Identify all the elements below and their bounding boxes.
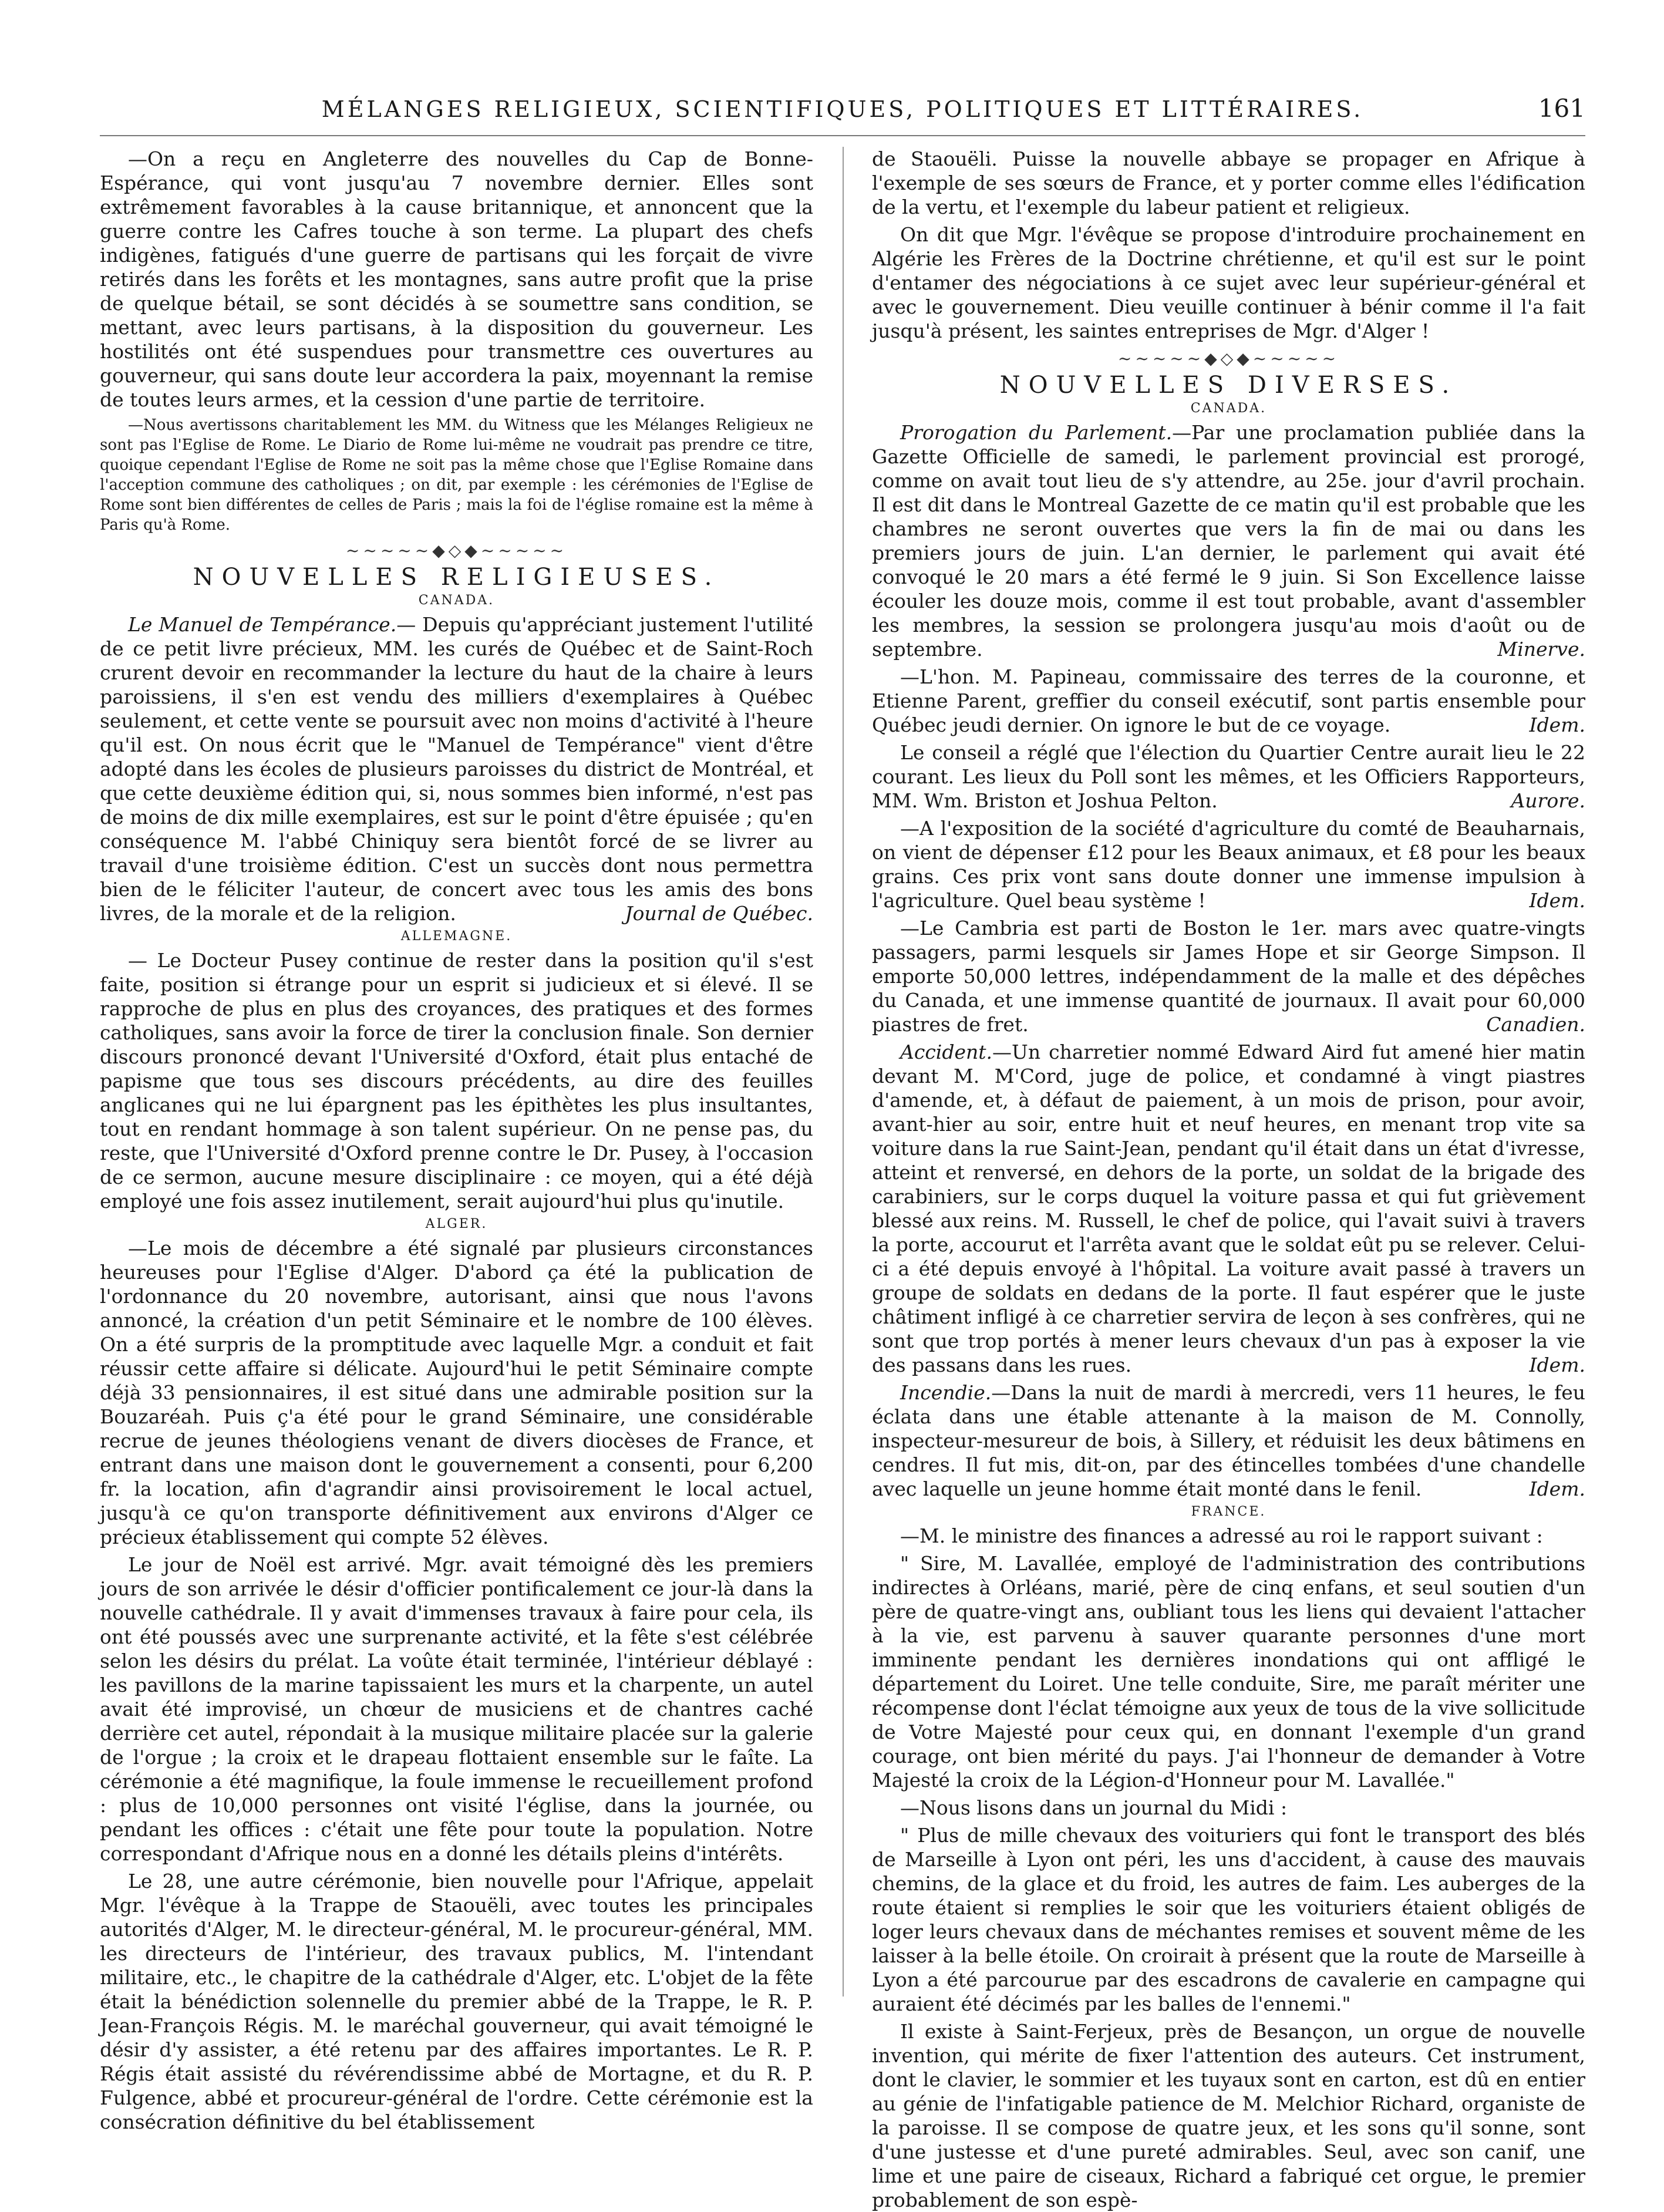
france-subhead: FRANCE. bbox=[1191, 1504, 1266, 1519]
religious-news-title: NOUVELLES RELIGIEUSES. bbox=[193, 564, 720, 591]
papineau-source: Idem. bbox=[1529, 713, 1585, 736]
conseil-source: Aurore. bbox=[1511, 789, 1585, 812]
cape-news-paragraph: —On a reçu en Angleterre des nouvelles du Cap de Bonne-Espérance, qui vont jusqu'au 7 novembre dernier. Elles sont extrêmement favorables à la cause britannique, et annoncent que la guerre contre les Cafres touche à son terme. La plupart des chefs indigènes, fatigués d'une guerre de partisans qui les forçait de vivre retirés dans les forêts et les montagnes, sans autre profit que la prise de quelque bétail, se sont décidés à se soumettre sans condition, se mettant, avec leurs partisans, à la disposition du gouverneur. Les hostilités ont été suspendues pour transmettre ces ouvertures au gouverneur, qui sans doute leur accordera la paix, moyennant la remise de toutes leurs armes, et la cession d'une partie de territoire. bbox=[100, 147, 813, 411]
cambria-paragraph bbox=[872, 916, 1585, 1036]
accident-text: —Un charretier nommé Edward Aird fut amené hier matin devant M. M'Cord, juge de police, et condamné à vingt piastres d'amende, et, à défaut de paiement, à un mois de prison, pour avoir, avant-hier au soir, entre huit et neuf heures, en menant trop vite sa voiture dans la rue Saint-Jean, pendant qu'il était dans un état d'ivresse, atteint et renversé, en dehors de la porte, un soldat de la brigade des carabiniers, sur le corps duquel la voiture passa et qui fut grièvement blessé aux reins. M. Russell, le chef de police, qui l'avait suivi à travers la porte, accourut et l'arrêta avant que le soldat eût pu se relever. Celui-ci a été depuis envoyé à l'hôpital. La voiture avait passé à travers un groupe de soldats en dedans de la porte. Il faut espérer que le juste châtiment infligé à ce charretier servira de leçon à ses confrères, qui ne sont que trop portés à mener leurs chevaux d'un pas à exposer la vie des passans dans les rues. bbox=[872, 1041, 1585, 1376]
temperance-source: Journal de Québec. bbox=[625, 902, 813, 925]
canada-subhead: CANADA. bbox=[418, 593, 495, 608]
prorogation-source: Minerve. bbox=[1497, 638, 1585, 661]
papineau-paragraph bbox=[872, 665, 1585, 737]
prorogation-text: —Par une proclamation publiée dans la Gazette Officielle de samedi, le parlement provincial est prorogé, comme on avait tout lieu de s'y attendre, au 25e. jour d'avril prochain. Il est dit dans le Montreal Gazette de ce matin qu'il est probable que les chambres ne seront ouvertes que vers la fin de mai ou dans les premiers jours de juin. L'an dernier, le parlement qui avait été convoqué le 20 mars a été fermé le 9 juin. Si Son Excellence laisse écouler les douze mois, comme il est tout probable, avant d'assembler les membres, la session se prolongera jusqu'au mois d'août ou de septembre. bbox=[872, 421, 1586, 661]
accident-lead: Accident. bbox=[900, 1041, 993, 1063]
staoueli-continuation: de Staouëli. Puisse la nouvelle abbaye se propager en Afrique à l'exemple de ses sœurs de France, et y porter comme elles l'édification de la vertu, et l'exemple du labeur patient et religieux. bbox=[872, 147, 1585, 218]
france-paragraph-5: Il existe à Saint-Ferjeux, près de Besançon, un orgue de nouvelle invention, qui mérite de fixer l'attention des auteurs. Cet instrument, dont le clavier, le sommier et les tuyaux sont en carton, est dû en entier au génie de l'infatigable patience de M. Melchior Richard, organiste de la paroisse. Il se compose de quatre jeux, et les sons qu'il sonne, sont d'une justesse et d'une pureté admirables. Seul, avec son canif, une lime et une paire de ciseaux, Richard a fabriqué cet orgue, le premier probablement de son espè- bbox=[872, 2020, 1585, 2211]
allemagne-subhead: ALLEMAGNE. bbox=[400, 929, 513, 944]
conseil-paragraph bbox=[872, 740, 1585, 813]
right-column bbox=[872, 147, 1586, 2211]
temperance-paragraph bbox=[100, 612, 813, 925]
section-ornament: ~~~~~◆◇◆~~~~~ bbox=[345, 541, 568, 560]
france-paragraph-2: " Sire, M. Lavallée, employé de l'administration des contributions indirectes à Orléans, marié, père de cinq enfans, et seul soutien d'un père de quatre-vingt ans, oubliant tous les liens qui devaient l'attacher à la vie, est parvenu à sauver quarante personnes d'une mort imminente pendant les dernières inondations qui ont affligé le département du Loiret. Une telle conduite, Sire, me paraît mériter une récompense dont l'éclat témoigne aux yeux de tous de la vive sollicitude de Votre Majesté pour ceux qui, en donnant l'exemple d'un grand courage, ont bien mérité du pays. J'ai l'honneur de demander à Votre Majesté la croix de la Légion-d'Honneur pour M. Lavallée." bbox=[872, 1552, 1585, 1792]
running-title: MÉLANGES RELIGIEUX, SCIENTIFIQUES, POLITIQUES ET LITTÉRAIRES. bbox=[321, 96, 1364, 122]
newspaper-page bbox=[100, 88, 1586, 2211]
witness-notice-paragraph: —Nous avertissons charitablement les MM. du Witness que les Mélanges Religieux ne sont pas l'Eglise de Rome. Le Diario de Rome lui-même ne voudrait pas prendre ce titre, quoique cependant l'Eglise de Rome ne soit pas la même chose que l'Eglise Romaine dans l'acception commune des catholiques ; on dit, par exemple : les cérémonies de l'Eglise de Rome sont bien différentes de celles de Paris ; mais la foi de l'église romaine est la même à Paris qu'à Rome. bbox=[100, 416, 813, 534]
temperance-text: — Depuis qu'appréciant justement l'utilité de ce petit livre précieux, MM. les curés de Québec et de Saint-Roch crurent devoir en recommander la lecture du haut de la chaire à leurs paroissiens, il s'en est vendu des milliers d'exemplaires à Québec seulement, et cette vente se poursuit avec non moins d'activité à l'heure qu'il est. On nous écrit que le "Manuel de Tempérance" vient d'être adopté dans les écoles de plusieurs paroisses du district de Montréal, et que cette deuxième édition qui, si, nous sommes bien informé, n'est pas de moins de dix mille exemplaires, est sur le point d'être épuisée ; qu'en conséquence M. l'abbé Chiniquy sera bientôt forcé de se livrer au travail d'une troisième édition. C'est un succès dont nous permettra bien de le féliciter l'auteur, de concert avec tous les amis des bons livres, de la morale et de la religion. bbox=[100, 613, 813, 925]
pusey-paragraph: — Le Docteur Pusey continue de rester dans la position qu'il s'est faite, position si étrange pour un esprit si judicieux et si élevé. Il se rapproche de plus en plus des croyances, des pratiques et des formes catholiques, sans avoir la force de tirer la conclusion finale. Son dernier discours prononcé devant l'Université d'Oxford, était plus entaché de papisme que tous ses discours précédents, au dire des feuilles anglicanes qui ne lui épargnent pas les épithètes les plus insultantes, tout en rendant hommage à son talent supérieur. On ne pense pas, du reste, que l'Université d'Oxford prenne contre le Dr. Pusey, à l'occasion de ce sermon, aucune mesure disciplinaire : ce moyen, qui a été déjà employé une fois assez inutilement, serait aujourd'hui plus qu'inutile. bbox=[100, 949, 813, 1213]
conseil-text: Le conseil a réglé que l'élection du Quartier Centre aurait lieu le 22 courant. Les lieux du Poll sont les mêmes, et les Officiers Rapporteurs, MM. Wm. Briston et Joshua Pelton. bbox=[872, 741, 1585, 812]
incendie-source: Idem. bbox=[1529, 1477, 1585, 1500]
page-header bbox=[100, 88, 1585, 136]
france-paragraph-3: —Nous lisons dans un journal du Midi : bbox=[900, 1796, 1288, 1819]
page-number: 161 bbox=[1538, 94, 1585, 123]
incendie-paragraph bbox=[872, 1381, 1585, 1501]
incendie-lead: Incendie. bbox=[900, 1381, 992, 1404]
cambria-text: —Le Cambria est parti de Boston le 1er. mars avec quatre-vingts passagers, parmi lesquels sir James Hope et sir George Simpson. Il emporte 50,000 lettres, indépendamment de la malle et des dépêches du Canada, et une immense quantité de journaux. Il avait pour 60,000 piastres de fret. bbox=[872, 917, 1585, 1036]
exposition-text: —A l'exposition de la société d'agriculture du comté de Beauharnais, on vient de dépenser £12 pour les Beaux animaux, et £8 pour les beaux grains. Ces prix vont sans doute donner une immense impulsion à l'agriculture. Quel beau système ! bbox=[872, 817, 1585, 912]
cambria-source: Canadien. bbox=[1486, 1013, 1585, 1036]
alger-subhead: ALGER. bbox=[425, 1217, 488, 1231]
columns bbox=[100, 147, 1586, 2211]
canada-subhead-2: CANADA. bbox=[1190, 401, 1267, 416]
temperance-lead: Le Manuel de Tempérance. bbox=[128, 613, 397, 636]
prorogation-paragraph bbox=[872, 420, 1585, 661]
exposition-paragraph bbox=[872, 816, 1585, 913]
accident-paragraph bbox=[872, 1040, 1585, 1377]
papineau-text: —L'hon. M. Papineau, commissaire des terres de la couronne, et Etienne Parent, greffier du conseil exécutif, sont partis ensemble pour Québec jeudi dernier. On ignore le but de ce voyage. bbox=[872, 665, 1585, 736]
alger-paragraph-2: Le jour de Noël est arrivé. Mgr. avait témoigné dès les premiers jours de son arrivée le désir d'officier pontificalement ce jour-là dans la nouvelle cathédrale. Il y avait d'immenses travaux à faire pour cela, ils ont été poussés avec une surprenante activité, et la fête s'est célébrée selon les désirs du prélat. La voûte était terminée, l'intérieur déblayé : les pavillons de la marine tapissaient les murs et la charpente, un autel avait été improvisé, un chœur de musiciens et de chantres caché derrière cet autel, répondait à la musique militaire placée sur la galerie de l'orgue ; la croix et le drapeau flottaient ensemble sur le faîte. La cérémonie a été magnifique, la foule immense le recueillement profond : plus de 10,000 personnes ont visité l'église, dans la journée, ou pendant les offices : c'était une fête pour toute la population. Notre correspondant d'Afrique nous en a donné les détails pleins d'intérêts. bbox=[100, 1553, 813, 1865]
incendie-text: —Dans la nuit de mardi à mercredi, vers 11 heures, le feu éclata dans une étable attenante à la maison de M. Connolly, inspecteur-mesureur de bois, à Sillery, et réduisit les deux bâtimens en cendres. Il fut mis, dit-on, par des étincelles tombées d'une chandelle avec laquelle un jeune homme était monté dans le fenil. bbox=[872, 1381, 1585, 1500]
left-column bbox=[100, 147, 813, 2133]
column-divider bbox=[843, 147, 844, 1996]
prorogation-lead: Prorogation du Parlement. bbox=[900, 421, 1173, 444]
alger-paragraph-1: —Le mois de décembre a été signalé par plusieurs circonstances heureuses pour l'Eglise d'Alger. D'abord ça été la publication de l'ordonnance du 20 novembre, autorisant, ainsi que nous l'avons annoncé, la création d'un petit Séminaire et le nombre de 100 élèves. On a été surpris de la promptitude avec laquelle Mgr. a conduit et fait réussir cette affaire si délicate. Aujourd'hui le petit Séminaire compte déjà 33 pensionnaires, il est situé dans une admirable position sur la Bouzaréah. Puis ç'a été pour le grand Séminaire, une considérable recrue de jeunes théologiens venant de divers diocèses de France, et entrant dans une maison dont le gouvernement a consenti, pour 6,200 fr. la location, afin d'agrandir ainsi provisoirement le local actuel, jusqu'à ce qu'on transporte définitivement aux environs d'Alger ce précieux établissement qui compte 52 élèves. bbox=[100, 1237, 813, 1548]
france-paragraph-1: —M. le ministre des finances a adressé au roi le rapport suivant : bbox=[900, 1524, 1543, 1547]
exposition-source: Idem. bbox=[1529, 889, 1585, 912]
alger-paragraph-3: Le 28, une autre cérémonie, bien nouvelle pour l'Afrique, appelait Mgr. l'évêque à la Trappe de Staouëli, avec toutes les principales autorités d'Alger, M. le directeur-général, M. le procureur-général, MM. les directeurs de l'intérieur, des travaux publics, M. l'intendant militaire, etc., le chapitre de la cathédrale d'Alger, etc. L'objet de la fête était la bénédiction solennelle du premier abbé de la Trappe, le R. P. Jean-François Régis. M. le maréchal gouverneur, qui avait témoigné le désir d'y assister, a été retenu par des affaires importantes. Le R. P. Régis était assisté du révérendissime abbé de Mortagne, et du R. P. Fulgence, abbé et procureur-général de l'ordre. Cette cérémonie est la consécration définitive du bel établissement bbox=[100, 1870, 813, 2133]
various-news-title: NOUVELLES DIVERSES. bbox=[999, 372, 1458, 399]
section-ornament-2: ~~~~~◆◇◆~~~~~ bbox=[1117, 349, 1340, 368]
france-paragraph-4: " Plus de mille chevaux des voituriers qui font le transport des blés de Marseille à Lyon ont péri, les uns d'accident, à cause des mauvais chemins, de la glace et du froid, les autres de faim. Les auberges de la route étaient si remplies le soir que les voituriers étaient obligés de loger leurs chevaux dans de méchantes remises et souvent même de les laisser à la belle étoile. On croirait à présent que la route de Marseille à Lyon a été parcourue par des escadrons de cavalerie en campagne qui auraient été décimés par les balles de l'ennemi." bbox=[872, 1824, 1585, 2015]
freres-paragraph: On dit que Mgr. l'évêque se propose d'introduire prochainement en Algérie les Frères de la Doctrine chrétienne, et qu'il est sur le point d'entamer des négociations à ce sujet avec leur supérieur-général et avec le gouvernement. Dieu veuille continuer à bénir comme il l'a fait jusqu'à présent, les saintes entreprises de Mgr. d'Alger ! bbox=[872, 223, 1585, 342]
accident-source: Idem. bbox=[1529, 1354, 1585, 1376]
